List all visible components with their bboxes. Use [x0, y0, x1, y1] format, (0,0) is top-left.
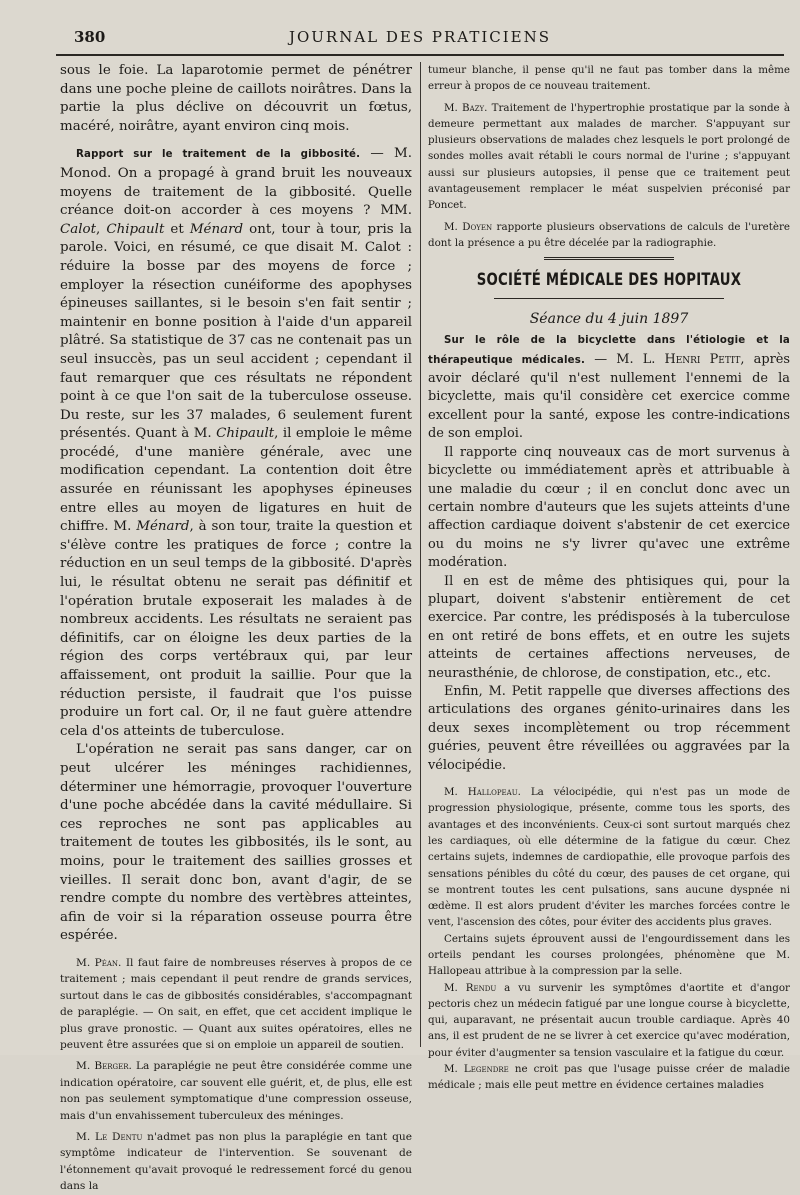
text-fragment: Traitement de l'hypertrophie prostatique par la sonde à demeure permettant aux malades de marcher. S'appuyant sur plusieurs observations de malades chez lesquels le port prolongé de sondes molles avait rétabli le cours normal de l'urine ; s'appuyant aussi sur plusieurs autopsies, il pense que ce traitement peut avantageusement remplacer le méat suspelvien préconisé par Poncet.: [428, 101, 790, 212]
running-title: JOURNAL DES PRATICIENS: [288, 28, 552, 46]
paragraph-le-dentu: [60, 1129, 412, 1195]
text-fragment: Il faut faire de nombreuses réserves à propos de ce traitement ; mais cependant il peut rendre de grands services, surtout dans le cas de gibbosités considérables, s'accompagnant de paraplégie. — On sait, en effet, que cet accident implique le plus grave pronostic. — Quant aux suites opératoires, elles ne peuvent être assurées que si on emploie un appareil de soutien.: [60, 956, 412, 1051]
section-header: [428, 257, 790, 299]
text-fragment: , il emploie le même procédé, d'une manière générale, avec une modification cependant. La contention doit être assurée en réunissant les apophyses épineuses entre elles au moyen de ligatures en huit de chiffre. M.: [60, 426, 412, 535]
speaker-bazy: M. Bazy.: [444, 101, 488, 114]
speaker-doyen: M. Doyen: [444, 220, 493, 233]
article-author-petit: — M. L. Henri Petit,: [585, 351, 745, 367]
left-column: [60, 62, 413, 1193]
name-chipault: Chipault: [216, 426, 275, 442]
text-fragment: après avoir déclaré qu'il n'est nullement l'ennemi de la bicyclette, mais qu'il considère cet exercice comme excellent pour la santé, expose les contre-indications de son emploi.: [428, 351, 790, 442]
speaker-hallopeau: M. Hallopeau.: [444, 786, 521, 799]
name-chipault: Chipault: [106, 221, 165, 237]
page-number: 380: [74, 28, 106, 46]
article-author-monod: — M. Monod.: [60, 146, 412, 181]
article-heading-gibbosite: Rapport sur le traitement de la gibbosité.: [76, 149, 361, 161]
article-heading-bicyclette: Sur le rôle de la bicyclette dans l'étiologie et la thérapeutique médicales.: [428, 335, 790, 366]
paragraph-legendre: [428, 1061, 790, 1094]
paragraph-tumeur: tumeur blanche, il pense qu'il ne faut pas tomber dans la même erreur à propos de ce nouveau traitement.: [428, 64, 790, 93]
text-fragment: , à son tour, traite la question et s'élève contre les pratiques de force ; contre la réduction en un seul temps de la gibbosité. D'après lui, le résultat obtenu ne serait pas définitif et l'opération brutale exposerait les malades à de nombreux accidents. Les résultats ne seraient pas définitifs, car on éloigne les deux parties de la région des corps vertébraux qui, par leur affaissement, ont produit la saillie. Pour que la réduction persiste, il faudrait que l'os puisse produire un fort cal. Or, il ne faut guère attendre cela d'os atteints de tuberculose.: [60, 519, 412, 739]
page-header: [56, 28, 784, 50]
text-fragment: On a propagé à grand bruit les nouveaux moyens de traitement de la gibbosité. Quelle créance doit-on accorder à ces moyens ? MM.: [60, 165, 412, 219]
paragraph-rendu: [428, 980, 790, 1061]
paragraph-gibbosite: [60, 145, 412, 741]
text-fragment: n'admet pas non plus la paraplégie en tant que symptôme indicateur de l'intervention. Se souvenant de l'étonnement qu'avait provoqué le redressement forcé du genou dans la: [60, 1130, 412, 1193]
speaker-pean: M. Péan.: [76, 956, 122, 969]
text-fragment: La vélocipédie, qui n'est pas un mode de progression physiologique, présente, comme tous les sports, des avantages et des inconvénients. Ceux-ci sont surtout marqués chez les cardiaques, où elle détermine de la fatigue du cœur. Chez certains sujets, indemnes de cardiopathie, elle provoque parfois des sensations pénibles du côté du cœur, des pauses de cet organe, qui se montrent toutes les cent pulsations, sans aucune dyspnée ni œdème. Il est alors prudent d'éviter les marches forcées contre le vent, l'ascension des côtes, pour éviter des accidents plus graves.: [428, 786, 790, 929]
text-fragment: La paraplégie ne peut être considérée comme une indication opératoire, car souvent elle guérit, et, de plus, elle est non pas seulement symptomatique d'une compression osseuse, mais d'un envahissement tuberculeux des méninges.: [60, 1060, 412, 1122]
name-menard: Ménard: [189, 221, 244, 237]
paragraph-berger: [60, 1058, 412, 1124]
text-fragment: ,: [95, 221, 107, 237]
speaker-legendre: M. Legendre: [444, 1063, 509, 1076]
section-rule-bottom: [494, 298, 724, 299]
section-title: SOCIÉTÉ MÉDICALE DES HOPITAUX: [476, 270, 742, 291]
paragraph-cinq-cas: Il rapporte cinq nouveaux cas de mort survenus à bicyclette ou immédiatement après et attribuable à une maladie du cœur ; il en conclut donc avec un certain nombre d'auteurs que les sujets atteints d'une affection cardiaque doivent s'abstenir de cet exercice ou du moins ne s'y livrer qu'avec une extrême modération.: [428, 444, 790, 571]
header-rule: [56, 54, 784, 56]
paragraph-pean: [60, 955, 412, 1053]
paragraph-engourdissement: Certains sujets éprouvent aussi de l'engourdissement dans les orteils pendant les courses prolongées, phénomène que M. Hallopeau attribue à la compression par la selle.: [428, 932, 790, 978]
paragraph-petit-articulations: Enfin, M. Petit rappelle que diverses affections des articulations des organes génito-urinaires dans les deux sexes incomplètement ou trop récemment guéries, peuvent être réveillées ou aggravées par la vélocipédie.: [428, 683, 790, 773]
name-menard: Ménard: [136, 519, 190, 535]
session-date: Séance du 4 juin 1897: [529, 311, 689, 328]
paragraph-phtisiques: Il en est de même des phtisiques qui, pour la plupart, doivent s'abstenir entièrement de cet exercice. Par contre, les prédisposés à la tuberculose en ont retiré de bons effets, et en outre les sujets atteints de certaines affections nerveuses, de neurasthénie, de chlorose, de constipation, etc., etc.: [428, 573, 790, 681]
paragraph-laparotomie: sous le foie. La laparotomie permet de pénétrer dans une poche pleine de caillots noirâtres. Dans la partie la plus déclive on découvrit un fœtus, macéré, noirâtre, ayant environ cinq mois.: [60, 63, 412, 134]
speaker-rendu: M. Rendu: [444, 981, 497, 994]
speaker-le-dentu: M. Le Dentu: [76, 1130, 143, 1143]
speaker-berger: M. Berger.: [76, 1060, 132, 1073]
name-calot: Calot: [60, 221, 96, 237]
text-fragment: et: [164, 221, 190, 237]
right-column: [428, 62, 790, 1092]
paragraph-hallopeau: [428, 784, 790, 931]
text-fragment: ne croit pas que l'usage puisse créer de maladie médicale ; mais elle peut mettre en évidence certaines maladies: [428, 1063, 790, 1092]
text-fragment: a vu survenir les symptômes d'aortite et d'angor pectoris chez un médecin fatigué par une longue course à bicyclette, qui, auparavant, ne présentait aucun trouble cardiaque. Après 40 ans, il est prudent de ne se livrer à cet exercice qu'avec modération, pour éviter d'augmenter sa tension vasculaire et la fatigue du cœur.: [428, 981, 790, 1059]
text-fragment: rapporte plusieurs observations de calculs de l'uretère dont la présence a pu être décelée par la radiographie.: [428, 220, 790, 249]
paragraph-doyen: [428, 219, 790, 252]
paragraph-bazy: [428, 100, 790, 214]
section-rule-top: [544, 257, 674, 260]
paragraph-bicyclette: [428, 331, 790, 443]
column-divider: [420, 62, 421, 1047]
text-fragment: ont, tour à tour, pris la parole. Voici, en résumé, ce que disait M. Calot : réduire la bosse par des moyens de force ; employer la résection cunéiforme des apophyses épineuses saillantes, si le besoin s'en fait sentir ; maintenir en bonne position à l'aide d'un appareil plâtré. Sa statistique de 37 cas ne contenait pas un seul insuccès, pas un seul accident ; cependant il faut remarquer que ces résultats ne répondent point à ce que l'on sait de la tuberculose osseuse. Du reste, sur les 37 malades, 6 seulement furent présentés. Quant à M.: [60, 221, 413, 442]
paragraph-operation: L'opération ne serait pas sans danger, car on peut ulcérer les méninges rachidiennes, déterminer une hémorragie, provoquer l'ouverture d'une poche abcédée dans la cavité médullaire. Si ces reproches ne sont pas applicables au traitement de toutes les gibbosités, ils le sont, au moins, pour le traitement des saillies grosses et vieilles. Il serait donc bon, avant d'agir, de se rendre compte du nombre des vertèbres atteintes, afin de voir si la réparation osseuse pourra être espérée.: [60, 742, 412, 944]
